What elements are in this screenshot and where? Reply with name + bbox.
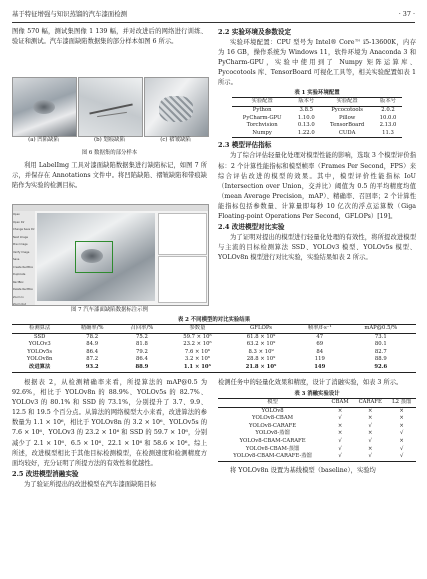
t1-head-1: 版本号 (298, 98, 315, 105)
table-cell: × (367, 415, 373, 422)
figure-6-caption: 图 6 数据集的部分样本 (81, 150, 138, 156)
table-cell: 86.4 (136, 356, 148, 363)
labelimg-toolbar (13, 211, 35, 305)
t2-head-5: 帧率/f·s⁻¹ (307, 325, 332, 331)
dent-defect-photo (12, 77, 77, 137)
table-cell: 149 (314, 363, 326, 370)
table-cell: √ (368, 438, 372, 445)
page-number: · 37 · (398, 10, 415, 18)
section-2-3-heading: 2.3 模型评估指标 (218, 141, 272, 150)
table-cell: × (399, 438, 404, 445)
table-row (218, 415, 416, 423)
table-cell: YOLOv8-CBAM-蒸馏 (245, 445, 300, 452)
table-cell: 87.2 (86, 356, 99, 363)
section-2-5-paragraph: 为了验证所提出的改进模型在汽车漆面缺陷目标 (24, 480, 157, 488)
fig6-label-a: (a) 凹陷缺陷 (28, 137, 59, 143)
t1-head-0: 实验配置 (251, 98, 273, 105)
header-rule (12, 22, 415, 23)
table-cell: × (367, 407, 373, 414)
section-2-2-paragraph: 实验环境配置：CPU 型号为 Intel® Core™ i5-13600K，内存为 16 GB，操作系统为 Windows 11，软件环境为 Anaconda 3 和 PyCharm-GPU，实验中使用到了 Numpy 矩阵运算库、Pycocotools 库、TensorBoard 可视化工具等，相关实验配置如表 1 所示。 (218, 39, 416, 87)
t1-head-3: 版本号 (380, 98, 396, 105)
table-cell: 1.22.0 (297, 129, 315, 136)
section-2-2-heading: 2.2 实验环境及参数设定 (218, 28, 292, 36)
table-row (12, 333, 416, 341)
table-cell: √ (399, 453, 404, 460)
table-cell: 78.2 (86, 333, 99, 340)
t3-head-3: L2 蒸馏 (392, 399, 412, 406)
table-cell: 改进算法 (29, 363, 51, 370)
table-cell: × (337, 407, 343, 414)
table-2-grid (12, 324, 416, 373)
table-3 (218, 398, 416, 462)
fig6-label-c: (c) 褶皱缺陷 (160, 137, 191, 143)
table-cell: × (399, 407, 404, 414)
table-cell: 69 (316, 341, 324, 348)
table-cell: √ (399, 430, 404, 437)
table-cell: 80.1 (374, 341, 387, 348)
table-cell: √ (338, 445, 342, 452)
table-cell: 79.2 (136, 348, 148, 355)
table-cell: 7.6 × 10⁶ (184, 348, 210, 355)
table-row (232, 130, 402, 138)
table-cell: 84 (316, 348, 324, 355)
fig6-label-b: (b) 划痕缺陷 (94, 137, 125, 143)
table-row-improved (12, 364, 416, 372)
t3-head-0: 模型 (267, 399, 278, 406)
scratch-defect-photo (78, 77, 143, 137)
table-cell: √ (338, 453, 342, 460)
table-cell: 10.0.0 (379, 114, 397, 121)
table-cell: SSD (33, 333, 46, 340)
table-cell: 47 (316, 333, 324, 340)
table-cell: YOLOv8-CARAFE (249, 422, 297, 429)
table-1-title: 表 1 实验环境配置 (294, 90, 340, 97)
table-cell: 82.7 (374, 348, 387, 355)
table-row (218, 407, 416, 415)
table-cell: 59.7 × 10⁶ (183, 333, 212, 340)
table-cell: YOLOv3 (28, 341, 51, 348)
table-row (218, 423, 416, 431)
table-cell: √ (368, 422, 372, 429)
labelimg-box-labels-panel (158, 213, 207, 255)
table-cell: Pillow (338, 114, 356, 121)
table-cell: √ (338, 415, 342, 422)
table-cell: 61.8 × 10⁹ (246, 333, 276, 340)
compare-paragraph: 根据表 2，从检测精确率来看，所提算法的 mAP@0.5 为 92.6%，相比于 YOLOv8n 的 88.9%、YOLOv5s 的 82.7%、YOLOv3 的 80.1% 和 SSD 的 73.1%，分别提升了 3.7、9.9、12.5 和 19.5 个百分点。从算法的网络模型大小来看，改进算法的参数量为 1.1 × 10⁶，相比于 YOLOv8n 的 3.2 × 10⁶、YOLOv5s 的 7.6 × 10⁶、YOLOv3 的 23.2 × 10⁶ 和 SSD 的 59.7 × 10⁶，分别减少了 2.1 × 10⁶、6.5 × 10⁶、22.1 × 10⁶ 和 58.6 × 10⁶。综上所述，改进模型相比于其他目标检测模型，在检测速度和检测精度方面均较好，充分证明了所提方法的有效性和优越性。 (12, 379, 207, 467)
table-cell: YOLOv8-蒸馏 (255, 430, 290, 437)
table-cell: √ (338, 438, 342, 445)
table-cell: Numpy (252, 129, 272, 136)
labelimg-canvas-car-photo (37, 213, 155, 301)
table-cell: YOLOv8-CBAM-CARAFE-蒸馏 (233, 453, 312, 460)
ablation-intro-paragraph: 检测任务中的轻量化效果和精度，设计了消融实验，如表 3 所示。 (218, 379, 403, 386)
table-cell: YOLOv8-CBAM (252, 415, 294, 422)
table-cell: × (399, 415, 404, 422)
table-row (218, 453, 416, 461)
figure-6 (12, 77, 207, 145)
tool-change-save-dir: Change Save Dir (13, 228, 35, 231)
t2-head-4: GFLOPs (250, 325, 272, 331)
table-cell: YOLOv8 (261, 407, 284, 414)
table-row (12, 356, 416, 364)
table-cell: 2.13.0 (379, 122, 397, 129)
table-cell: CUDA (338, 129, 356, 136)
labelimg-file-list-panel (158, 256, 207, 303)
table-2-title: 表 2 不同模型的对比实验结果 (177, 317, 251, 323)
table-row (218, 438, 416, 446)
wrinkle-defect-photo (144, 77, 209, 137)
header-title: 基于特征增强与知识蒸馏的汽车漆面检测 (12, 10, 128, 18)
right-column-lower (218, 378, 416, 476)
table-cell: YOLOv5s (27, 348, 53, 355)
table-cell: 0.13.0 (297, 122, 315, 129)
table-row (12, 341, 416, 349)
figure-7-labelimg-screenshot (12, 204, 209, 306)
table-cell: 11.3 (382, 129, 394, 136)
table-cell: 3.2 × 10⁶ (184, 356, 210, 363)
tool-zoom-in: Zoom In (13, 295, 24, 299)
section-2-3-paragraph: 为了综合评估轻量化处理对模型性能的影响，选取 3 个模型评价指标：2 个计算性能指标和模型帧率（Frames Per Second，FPS）来综合评估改进的模型的效果。其中，模型评价性能指标 IoU（Intersection over Union，交并比）阈值为 0.5 的平均精度均值（mean Average Precision，mAP）、精确率、召回率；2 个计算性能指标包括参数量、计算量即每秒 10 亿次的浮点运算数（Giga Floating-point Operations Per Second，GFLOPs）[19]。 (218, 152, 416, 220)
table-cell: × (337, 422, 343, 429)
table-1 (232, 97, 402, 138)
table-row (12, 349, 416, 357)
table-cell: × (367, 445, 373, 452)
table-cell: YOLOv8n (26, 356, 53, 363)
table-cell: 88.9 (374, 356, 387, 363)
table-cell: 119 (314, 356, 325, 363)
t2-head-1: 精确率/% (80, 325, 104, 331)
table-cell: 86.4 (86, 348, 99, 355)
table-cell: √ (399, 445, 404, 452)
tool-save: Save (13, 258, 20, 261)
table-cell: 92.6 (374, 363, 388, 370)
labelimg-titlebar (13, 205, 208, 211)
tool-duplicate-rectbox: Duplicate RectBox (13, 273, 26, 284)
t2-head-0: 检测算法 (29, 325, 51, 331)
table-cell: Pycocotools (331, 107, 364, 114)
intro-paragraph: 图像 570 幅，测试集图像 1 139 幅，并对改进后的网络进行训练、验证和测试。汽车漆面缺陷数据集的部分样本如图 6 所示。 (12, 28, 207, 46)
t3-head-2: CARAFE (358, 399, 382, 406)
table-cell: YOLOv8-CBAM-CARAFE (239, 438, 306, 445)
table-cell: 63.2 × 10⁹ (246, 341, 276, 348)
compare-paragraph-wrap (12, 378, 207, 490)
table-cell: 1.10.0 (297, 114, 315, 121)
t3-head-1: CBAM (331, 399, 349, 406)
tool-next-image: Next Image (13, 235, 28, 239)
t2-head-2: 召回率/% (130, 325, 154, 331)
table-cell: PyCharm-GPU (242, 114, 282, 121)
table-cell: 8.3 × 10⁹ (248, 348, 274, 355)
tool-open-dir: Open Dir (13, 220, 25, 224)
table-cell: 2.0.2 (381, 107, 395, 114)
table-cell: × (337, 430, 343, 437)
tool-open: Open (13, 213, 20, 216)
table-cell: 21.8 × 10⁹ (245, 363, 277, 370)
figure-7-caption: 图 7 汽车漆面缺陷数据标注示例 (71, 307, 148, 313)
table-cell: TensorBoard (329, 122, 365, 129)
t2-head-3: 参数量 (189, 325, 206, 331)
section-2-5-heading: 2.5 改进模型消融实验 (12, 469, 79, 478)
tool-prev-image: Prev Image (13, 243, 28, 246)
table-cell: 93.2 (85, 363, 99, 370)
table-cell: 84.9 (86, 341, 99, 348)
table-cell: 81.8 (136, 341, 148, 348)
table-cell: 23.2 × 10⁶ (183, 341, 212, 348)
section-2-4-paragraph: 为了证明对提出的模型进行轻量化处理的有效性，将所提改进模型与主流的目标检测算法 SSD、YOLOv3 模型、YOLOv5s 模型、YOLOv8n 模型进行对比实验，实验结果如表 2 所示。 (218, 234, 416, 262)
table-cell: Torchvision (246, 122, 278, 129)
left-column (12, 27, 207, 47)
right-column (218, 27, 416, 263)
table-cell: √ (368, 453, 372, 460)
table-cell: × (399, 422, 404, 429)
running-header (12, 8, 415, 20)
table-cell: 28.8 × 10⁹ (246, 356, 276, 363)
tool-delete-rectbox: Delete RectBox (13, 288, 33, 291)
labelimg-paragraph-wrap (12, 161, 207, 191)
table-row (232, 107, 402, 115)
table-row (218, 430, 416, 438)
table-3-title: 表 3 消融实验设计 (294, 391, 340, 398)
t1-head-2: 实验配置 (336, 98, 358, 105)
table-cell: 75.2 (136, 333, 148, 340)
table-cell: 73.1 (374, 333, 387, 340)
tool-zoom-out: Zoom Out (13, 303, 27, 306)
table-row (232, 122, 402, 130)
labelimg-paragraph: 利用 LabelImg 工具对漆面缺陷数据集进行缺陷标记，如图 7 所示，并保存在 Annotations 文件中。将凹陷缺陷、褶皱缺陷和带痕缺陷作为实验的检测目标。 (12, 162, 207, 190)
table-cell: Python (252, 107, 272, 114)
tool-verify-image: Verify Image (13, 250, 30, 254)
t2-head-6: mAP@0.5/% (364, 325, 398, 331)
table-cell: × (367, 430, 373, 437)
tail-paragraph: 将 YOLOv8n 设置为基线模型（baseline），实验均 (230, 466, 376, 474)
table-cell: 88.9 (135, 363, 149, 370)
tool-create-rectbox: Create RectBox (13, 265, 33, 269)
table-row (232, 115, 402, 123)
section-2-4-heading: 2.4 改进模型对比实验 (218, 223, 285, 232)
table-cell: 3.8.5 (299, 107, 314, 114)
table-cell: 1.1 × 10⁶ (183, 363, 211, 370)
table-2 (12, 316, 416, 373)
